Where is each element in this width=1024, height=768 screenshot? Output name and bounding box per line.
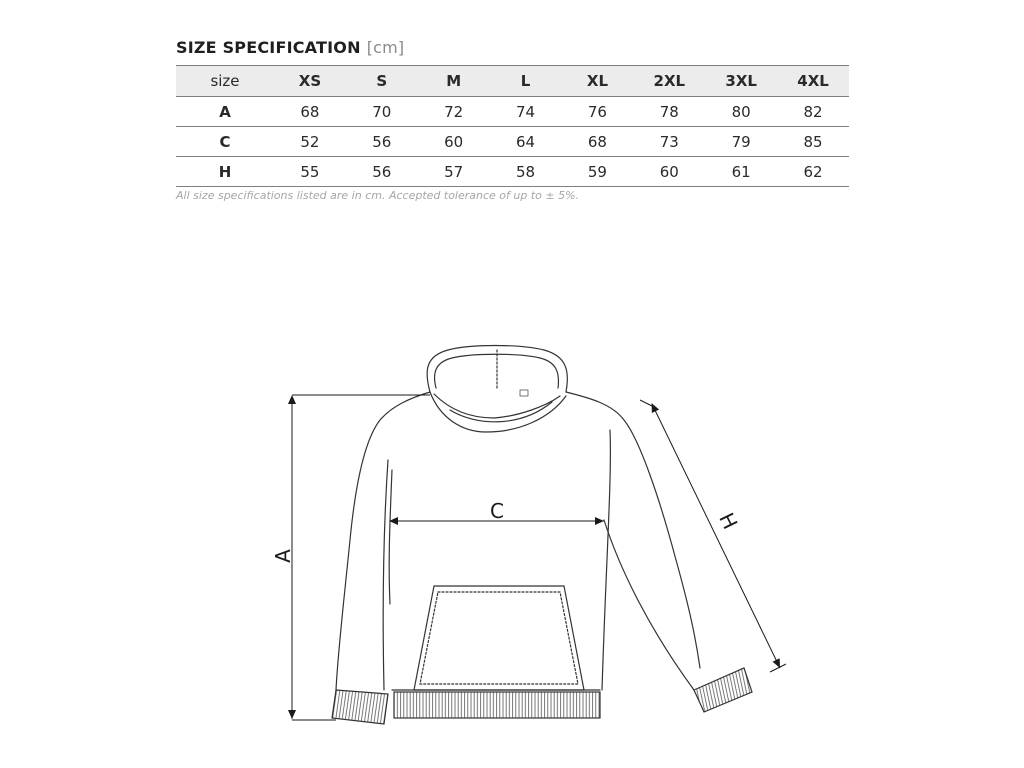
table-cell: 79 [705, 127, 777, 157]
table-cell: 59 [562, 157, 634, 187]
table-cell: 60 [418, 127, 490, 157]
table-cell: 78 [633, 97, 705, 127]
tolerance-note: All size specifications listed are in cm. Accepted tolerance of up to ± 5%. [176, 189, 580, 202]
header-size: XS [274, 66, 346, 97]
table-cell: 56 [346, 127, 418, 157]
right-side-seam [602, 430, 610, 690]
header-size-label: size [176, 66, 274, 97]
title-unit: [cm] [366, 38, 405, 57]
left-sleeve-seam [383, 460, 388, 690]
table-cell: 80 [705, 97, 777, 127]
measure-h-label: H [714, 508, 743, 533]
header-size: M [418, 66, 490, 97]
neck-label [520, 390, 528, 396]
row-label: A [176, 97, 274, 127]
title-main: SIZE SPECIFICATION [176, 38, 361, 57]
measure-c-label: C [490, 499, 504, 523]
table-cell: 62 [777, 157, 849, 187]
table-cell: 74 [490, 97, 562, 127]
row-label: C [176, 127, 274, 157]
right-cuff [694, 668, 752, 712]
table-cell: 70 [346, 97, 418, 127]
pocket-outline [414, 586, 584, 690]
table-cell: 72 [418, 97, 490, 127]
left-cuff [332, 690, 388, 724]
table-cell: 60 [633, 157, 705, 187]
table-cell: 85 [777, 127, 849, 157]
table-cell: 68 [274, 97, 346, 127]
table-cell: 76 [562, 97, 634, 127]
table-cell: 55 [274, 157, 346, 187]
hem-rib [394, 692, 600, 718]
table-cell: 61 [705, 157, 777, 187]
table-cell: 68 [562, 127, 634, 157]
header-size: XL [562, 66, 634, 97]
table-cell: 56 [346, 157, 418, 187]
table-cell: 57 [418, 157, 490, 187]
table-cell: 52 [274, 127, 346, 157]
neckline [430, 392, 566, 432]
header-size: 2XL [633, 66, 705, 97]
table-cell: 58 [490, 157, 562, 187]
header-size: L [490, 66, 562, 97]
header-size: 3XL [705, 66, 777, 97]
table-cell: 64 [490, 127, 562, 157]
header-size: S [346, 66, 418, 97]
header-size: 4XL [777, 66, 849, 97]
table-cell: 73 [633, 127, 705, 157]
row-label: H [176, 157, 274, 187]
table-cell: 82 [777, 97, 849, 127]
measure-a-label: A [271, 549, 295, 563]
measure-h-line [652, 404, 780, 668]
